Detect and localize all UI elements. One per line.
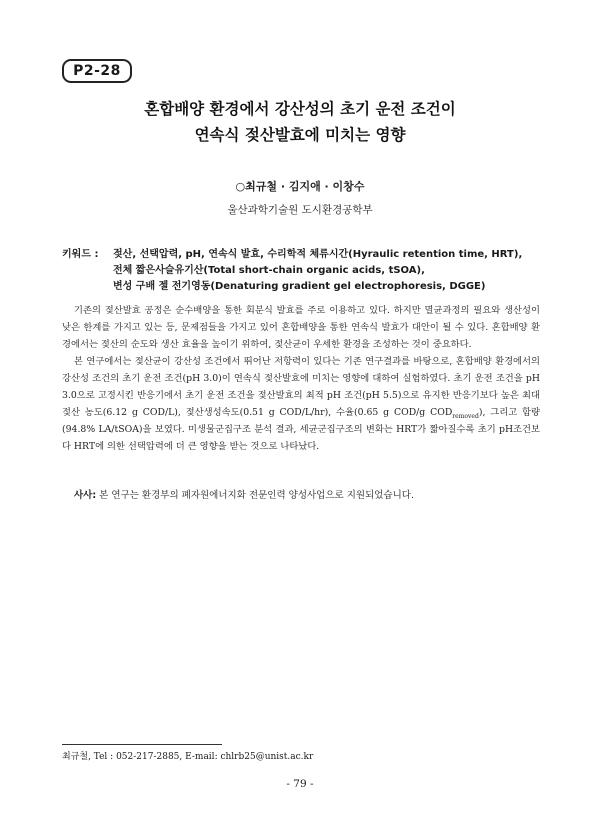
keywords-line-1: 젖산, 선택압력, pH, 연속식 발효, 수리학적 체류시간(Hyraulic retention time, HRT),	[113, 249, 523, 260]
corresponding-author-footnote: 최규철, Tel : 052-217-2885, E-mail: chlrb25@unist.ac.kr	[62, 752, 314, 762]
session-badge: P2-28	[62, 59, 132, 83]
paragraph-2-part-a: 본 연구에서는 젖산균이 강산성 조건에서 뛰어난 저항력이 있다는 기존 연구결과를 바탕으로, 혼합배양 환경에서의 강산성 조건의 초기 운전 조건(pH 3.0)이 연속식 젖산발효에 미치는 영향에 대하여 실험하였다. 초기 운전 조건을 pH 3.0으로 고정시킨 반응기에서 초기 운전 조건을 젖산발효의 최적 pH 조건(pH 5.5)으로 유지한 반응기보다 높은 최대 젖산 농도(6.12 g COD/L), 젖산생성속도(0.51 g COD/L/hr), 수율(0.65 g COD/g COD	[62, 356, 540, 418]
page-number: - 79 -	[286, 778, 314, 790]
abstract-paragraph-2	[62, 353, 540, 455]
footnote-divider	[62, 744, 222, 745]
acknowledgement-label: 사사:	[74, 490, 97, 501]
keywords-line-2: 전체 짧은사슬유기산(Total short-chain organic acids, tSOA),	[113, 265, 425, 276]
keywords-line-3: 변성 구배 젤 전기영동(Denaturing gradient gel electrophoresis, DGGE)	[113, 281, 486, 292]
acknowledgement-text: 본 연구는 환경부의 폐자원에너지화 전문인력 양성사업으로 지원되었습니다.	[96, 490, 414, 501]
paper-title-line2: 연속식 젖산발효에 미치는 영향	[194, 126, 406, 144]
acknowledgement	[62, 487, 540, 504]
subscript-removed: removed	[452, 412, 479, 420]
abstract-paragraph-1: 기존의 젖산발효 공정은 순수배양을 통한 회분식 발효를 주로 이용하고 있다. 하지만 멸균과정의 필요와 생산성이 낮은 한계를 가지고 있는 등, 문제점들을 가지고 있어 혼합배양을 통한 연속식 발효가 대안이 될 수 있다. 혼합배양 환경에서는 젖산의 순도와 생산 효율을 높이기 위하여, 젖산균이 우세한 환경을 조성하는 것이 중요하다.	[62, 305, 540, 350]
keywords-label: 키워드 :	[62, 249, 99, 260]
paragraph-2-part-b: ), 그리고 함량(94.8% LA/tSOA)을 보였다. 미생물군집구조 분석 결과, 세균군집구조의 변화는 HRT가 짧아질수록 초기 pH조건보다 HRT에 의한 선택압력에 더 큰 영향을 받는 것으로 나타났다.	[62, 407, 540, 452]
paper-title-line1: 혼합배양 환경에서 강산성의 초기 운전 조건이	[144, 100, 456, 118]
affiliation: 울산과학기술원 도시환경공학부	[227, 204, 373, 216]
author-list: ○최규철 · 김지애 · 이창수	[235, 180, 365, 193]
abstract-body	[62, 302, 540, 455]
